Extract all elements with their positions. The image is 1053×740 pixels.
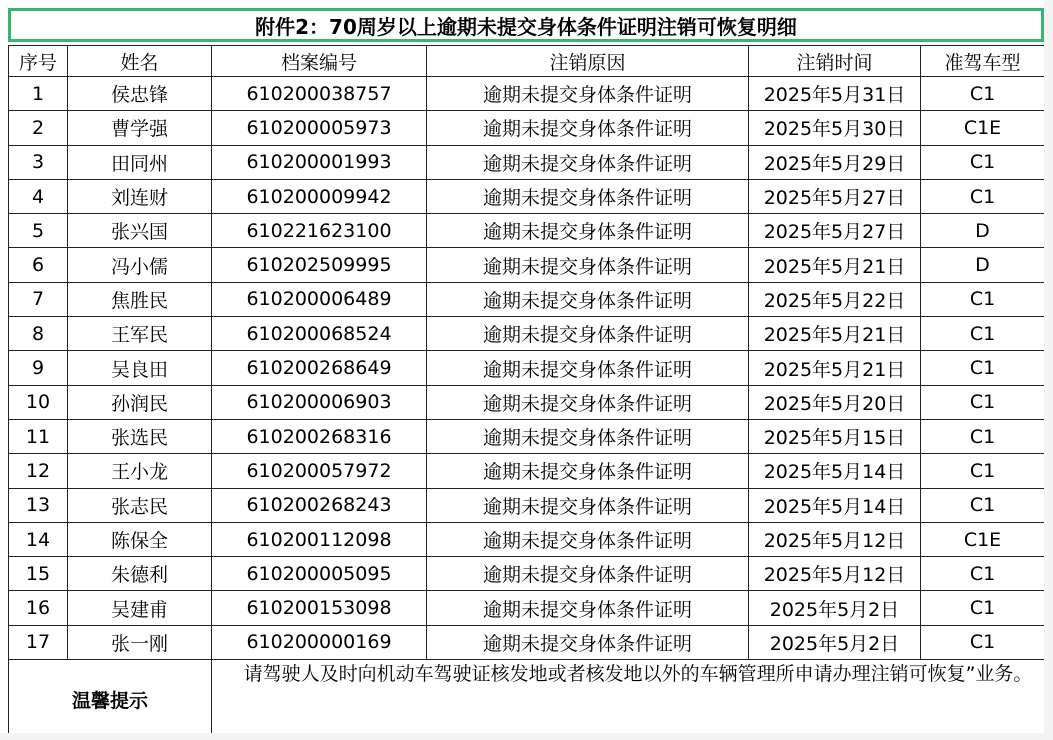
table-row <box>9 591 1045 625</box>
cell-name: 张一刚 <box>68 625 212 659</box>
cell-file-number: 610200038757 <box>212 77 427 111</box>
cell-date: 2025年5月14日 <box>749 488 921 522</box>
sheet-title: 附件2：70周岁以上逾期未提交身体条件证明注销可恢复明细 <box>8 8 1044 42</box>
cell-name: 吴良田 <box>68 351 212 385</box>
cell-reason: 逾期未提交身体条件证明 <box>427 179 749 213</box>
cell-reason: 逾期未提交身体条件证明 <box>427 591 749 625</box>
cell-reason: 逾期未提交身体条件证明 <box>427 77 749 111</box>
cell-file-number: 610200005973 <box>212 111 427 145</box>
cell-reason: 逾期未提交身体条件证明 <box>427 454 749 488</box>
table-body <box>9 77 1045 660</box>
cell-file-number: 610200000169 <box>212 625 427 659</box>
cell-reason: 逾期未提交身体条件证明 <box>427 317 749 351</box>
cell-file-number: 610200006489 <box>212 282 427 316</box>
cell-date: 2025年5月12日 <box>749 522 921 556</box>
cell-name: 王军民 <box>68 317 212 351</box>
cell-vehicle-type: C1 <box>921 591 1045 625</box>
cell-index: 3 <box>9 145 68 179</box>
cell-vehicle-type: D <box>921 248 1045 282</box>
cell-name: 王小龙 <box>68 454 212 488</box>
cell-name: 张选民 <box>68 419 212 453</box>
cell-name: 孙润民 <box>68 385 212 419</box>
table-row <box>9 111 1045 145</box>
cell-index: 8 <box>9 317 68 351</box>
cell-reason: 逾期未提交身体条件证明 <box>427 625 749 659</box>
cell-vehicle-type: C1 <box>921 454 1045 488</box>
cell-date: 2025年5月2日 <box>749 625 921 659</box>
cell-name: 张志民 <box>68 488 212 522</box>
cell-reason: 逾期未提交身体条件证明 <box>427 488 749 522</box>
cell-name: 刘连财 <box>68 179 212 213</box>
cell-index: 9 <box>9 351 68 385</box>
cell-file-number: 610200057972 <box>212 454 427 488</box>
cell-file-number: 610200005095 <box>212 557 427 591</box>
cell-vehicle-type: C1 <box>921 385 1045 419</box>
table-row <box>9 454 1045 488</box>
cell-index: 16 <box>9 591 68 625</box>
note-row <box>9 660 1045 739</box>
cell-name: 田同州 <box>68 145 212 179</box>
cell-date: 2025年5月27日 <box>749 214 921 248</box>
table-row <box>9 248 1045 282</box>
cell-reason: 逾期未提交身体条件证明 <box>427 522 749 556</box>
cell-date: 2025年5月22日 <box>749 282 921 316</box>
table-row <box>9 179 1045 213</box>
sheet-edge-right <box>1044 0 1053 740</box>
table-row <box>9 488 1045 522</box>
cell-date: 2025年5月12日 <box>749 557 921 591</box>
cell-index: 6 <box>9 248 68 282</box>
cell-file-number: 610200006903 <box>212 385 427 419</box>
cell-index: 4 <box>9 179 68 213</box>
cell-reason: 逾期未提交身体条件证明 <box>427 385 749 419</box>
cell-vehicle-type: C1 <box>921 317 1045 351</box>
cell-vehicle-type: C1 <box>921 419 1045 453</box>
cell-date: 2025年5月31日 <box>749 77 921 111</box>
cell-date: 2025年5月2日 <box>749 591 921 625</box>
cell-vehicle-type: C1E <box>921 111 1045 145</box>
note-text: 请驾驶人及时向机动车驾驶证核发地或者核发地以外的车辆管理所申请办理注销可恢复”业务。 <box>212 660 1045 739</box>
cell-date: 2025年5月20日 <box>749 385 921 419</box>
header-reason: 注销原因 <box>427 46 749 77</box>
cell-vehicle-type: C1 <box>921 488 1045 522</box>
table-row <box>9 77 1045 111</box>
sheet-edge-bottom <box>0 733 1053 740</box>
cell-index: 2 <box>9 111 68 145</box>
cell-index: 12 <box>9 454 68 488</box>
cell-index: 14 <box>9 522 68 556</box>
header-vehicle-type: 准驾车型 <box>921 46 1045 77</box>
cell-file-number: 610200268243 <box>212 488 427 522</box>
cell-reason: 逾期未提交身体条件证明 <box>427 557 749 591</box>
cell-reason: 逾期未提交身体条件证明 <box>427 419 749 453</box>
cell-file-number: 610221623100 <box>212 214 427 248</box>
cell-vehicle-type: C1 <box>921 557 1045 591</box>
header-index: 序号 <box>9 46 68 77</box>
cell-file-number: 610200153098 <box>212 591 427 625</box>
cell-file-number: 610200068524 <box>212 317 427 351</box>
cell-reason: 逾期未提交身体条件证明 <box>427 282 749 316</box>
cell-vehicle-type: C1 <box>921 145 1045 179</box>
cell-file-number: 610200268649 <box>212 351 427 385</box>
cell-file-number: 610202509995 <box>212 248 427 282</box>
header-file-number: 档案编号 <box>212 46 427 77</box>
cell-reason: 逾期未提交身体条件证明 <box>427 351 749 385</box>
table-row <box>9 317 1045 351</box>
header-date: 注销时间 <box>749 46 921 77</box>
header-row <box>9 46 1045 77</box>
cell-vehicle-type: C1 <box>921 179 1045 213</box>
cell-date: 2025年5月29日 <box>749 145 921 179</box>
cell-reason: 逾期未提交身体条件证明 <box>427 214 749 248</box>
cell-reason: 逾期未提交身体条件证明 <box>427 111 749 145</box>
cell-name: 陈保全 <box>68 522 212 556</box>
cell-reason: 逾期未提交身体条件证明 <box>427 145 749 179</box>
cell-index: 11 <box>9 419 68 453</box>
cell-name: 焦胜民 <box>68 282 212 316</box>
cell-file-number: 610200009942 <box>212 179 427 213</box>
cell-date: 2025年5月14日 <box>749 454 921 488</box>
table-row <box>9 145 1045 179</box>
table-row <box>9 625 1045 659</box>
cell-date: 2025年5月21日 <box>749 248 921 282</box>
cell-index: 5 <box>9 214 68 248</box>
cell-vehicle-type: D <box>921 214 1045 248</box>
cell-vehicle-type: C1 <box>921 625 1045 659</box>
cell-date: 2025年5月30日 <box>749 111 921 145</box>
cell-date: 2025年5月15日 <box>749 419 921 453</box>
cell-vehicle-type: C1 <box>921 282 1045 316</box>
cell-index: 10 <box>9 385 68 419</box>
cell-name: 曹学强 <box>68 111 212 145</box>
table-row <box>9 557 1045 591</box>
cell-file-number: 610200268316 <box>212 419 427 453</box>
header-name: 姓名 <box>68 46 212 77</box>
table-row <box>9 214 1045 248</box>
cell-name: 冯小儒 <box>68 248 212 282</box>
table-row <box>9 419 1045 453</box>
table-row <box>9 385 1045 419</box>
cell-name: 朱德利 <box>68 557 212 591</box>
cell-index: 7 <box>9 282 68 316</box>
cell-vehicle-type: C1 <box>921 351 1045 385</box>
cell-name: 张兴国 <box>68 214 212 248</box>
cell-vehicle-type: C1E <box>921 522 1045 556</box>
cell-file-number: 610200112098 <box>212 522 427 556</box>
cell-vehicle-type: C1 <box>921 77 1045 111</box>
cell-reason: 逾期未提交身体条件证明 <box>427 248 749 282</box>
table-row <box>9 522 1045 556</box>
cell-index: 1 <box>9 77 68 111</box>
cell-date: 2025年5月21日 <box>749 317 921 351</box>
cell-index: 13 <box>9 488 68 522</box>
table-row <box>9 351 1045 385</box>
cell-index: 15 <box>9 557 68 591</box>
cell-file-number: 610200001993 <box>212 145 427 179</box>
cell-name: 侯忠锋 <box>68 77 212 111</box>
cell-index: 17 <box>9 625 68 659</box>
note-label: 温馨提示 <box>9 660 212 739</box>
cell-date: 2025年5月27日 <box>749 179 921 213</box>
cell-date: 2025年5月21日 <box>749 351 921 385</box>
data-table <box>8 45 1045 739</box>
table-row <box>9 282 1045 316</box>
cell-name: 吴建甫 <box>68 591 212 625</box>
